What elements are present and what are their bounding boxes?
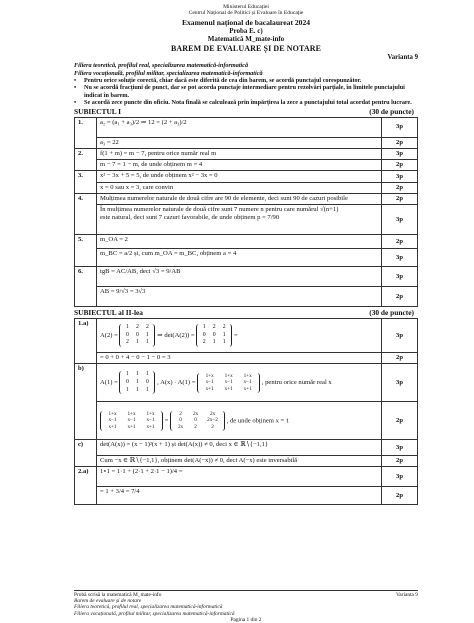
test-name: Proba E. c): [229, 26, 263, 35]
section-heading: SUBIECTUL I (30 de puncte): [74, 106, 414, 116]
table-row: Cum −x ∈ ℝ∖{−1,1}, obținem det(A(−x)) ≠ 0, deci A(−x) este inversabilă 2p: [75, 456, 418, 467]
table-row: x = 0 sau x = 3, care convin 2p: [75, 182, 418, 193]
subject-name: Matematică M_mate-info: [207, 35, 285, 44]
variant-label: Varianta 9: [387, 54, 418, 62]
table-row: 1. a₂ = (a₁ + a₃)/2 ⇒ 12 = (2 + a₃)/2 3p: [75, 117, 418, 137]
table-row: a₃ = 22 2p: [75, 137, 418, 148]
page-footer: Probă scrisă la matematică M_mate-info Varianta 9 Barem de evaluare și de notare Filiera teoretică, profilul real, specializarea matematică-informatică Filiera vocațională, profilul militar, specializarea matematică-informatică Pagina 1 din 2: [74, 592, 418, 623]
determinant: 1 2 2 0 0 1 2 1 1: [196, 324, 232, 347]
matrix: 1 1 1 0 1 0 1 1 1: [119, 371, 155, 394]
rule-item: • Pentru orice soluție corectă, chiar dacă este diferită de cea din barem, se acordă punctajul corespunzător.: [74, 77, 362, 85]
rule-item: • Se acordă zece puncte din oficiu. Nota finală se calculează prin împărțirea la zece a punctajului total acordat pentru lucrare.: [74, 98, 412, 106]
table-row: = 1 + 3/4 = 7/4 2p: [75, 487, 418, 505]
matrix: 1 2 2 0 0 1 2 1 1: [119, 324, 155, 347]
table-row: 5. m_OA = 2 2p: [75, 235, 418, 249]
table-row: 2.a) 1∘1 = 1·1 + (2·1 + 2·1 − 1)/4 = 3p: [75, 467, 418, 487]
table-row: 4. Mulțimea numerelor naturale de două cifre are 90 de elemente, deci sunt 90 de cazuri posibile 2p: [75, 193, 418, 204]
subject1-table: [74, 117, 418, 307]
table-row: În mulțimea numerelor naturale de două cifre sunt 7 numere n pentru care numărul √(n+1) este natural, deci sunt 7 cazuri favorabile, de unde obținem p = 7/90 3p: [75, 205, 418, 235]
scale-title: BAREM DE EVALUARE ȘI DE NOTARE: [170, 43, 322, 53]
profile-line: Filiera teoretică, profilul real, specializarea matematică-informatică: [74, 62, 249, 70]
table-row: b) A(1) = 1 1 1 0 1 0 1 1 1 , A(x) · A(1) = 1+x 1+x 1+x x−1 x−1 x−1 x+1 x+1 x+1 , pentru orice număr real x 3p: [75, 364, 418, 402]
table-row: 6. tgB = AC/AB, deci √3 = 9/AB 3p: [75, 267, 418, 287]
matrix: 1+x 1+x 1+x x−1 x−1 x−1 x+1 x+1 x+1: [100, 411, 163, 431]
matrix: 1+x 1+x 1+x x−1 x−1 x−1 x+1 x+1 x+1: [197, 373, 260, 393]
profile-line: Filiera vocațională, profilul militar, specializarea matematică-informatică: [74, 69, 263, 77]
table-row: 1.a) A(2) = 1 2 2 0 0 1 2 1 1 ⇒ det(A(2)) = 1 2 2 0 0 1 2 1 1 = 3p: [75, 319, 418, 353]
ministry-name: Ministerul Educației: [223, 4, 269, 10]
table-row: m − 7 = 1 − m, de unde obținem m = 4 2p: [75, 160, 418, 171]
matrix: 2 2x 2x 0 0 2x−2 2x 2 2: [170, 411, 225, 431]
table-row: 3. x² − 3x + 5 = 5, de unde obținem x² − 3x = 0 3p: [75, 171, 418, 182]
table-row: = 0 + 0 + 4 − 0 − 1 − 0 = 3 2p: [75, 353, 418, 364]
exam-title: Examenul național de bacalaureat 2024: [181, 17, 311, 27]
table-row: AB = 9/√3 = 3√3 2p: [75, 287, 418, 307]
table-row: 2. f(1 + m) = m − 7, pentru orice număr real m 3p: [75, 148, 418, 159]
page-number: Pagina 1 din 2: [230, 616, 262, 623]
section-heading: SUBIECTUL al II-lea (30 de puncte): [74, 308, 414, 318]
center-name: Centrul Național de Politici și Evaluare în Educație: [188, 10, 304, 17]
rule-item: • Nu se acordă fracțiuni de punct, dar se pot acorda punctaje intermediare pentru rezolvări parțiale, în limitele punctajului indicat în barem.: [74, 84, 405, 99]
table-row: 1+x 1+x 1+x x−1 x−1 x−1 x+1 x+1 x+1 = 2 2x 2x 0 0 2x−2 2x 2 2 , de unde obținem x = 1 2p: [75, 402, 418, 440]
table-row: c) det(A(x)) = (x − 1)²(x + 1) și det(A(x)) ≠ 0, deci x ∈ ℝ∖{−1,1} 3p: [75, 440, 418, 456]
subject2-table: [74, 318, 418, 505]
table-row: m_BC = a/2 și, cum m_OA = m_BC, obținem a = 4 3p: [75, 249, 418, 267]
